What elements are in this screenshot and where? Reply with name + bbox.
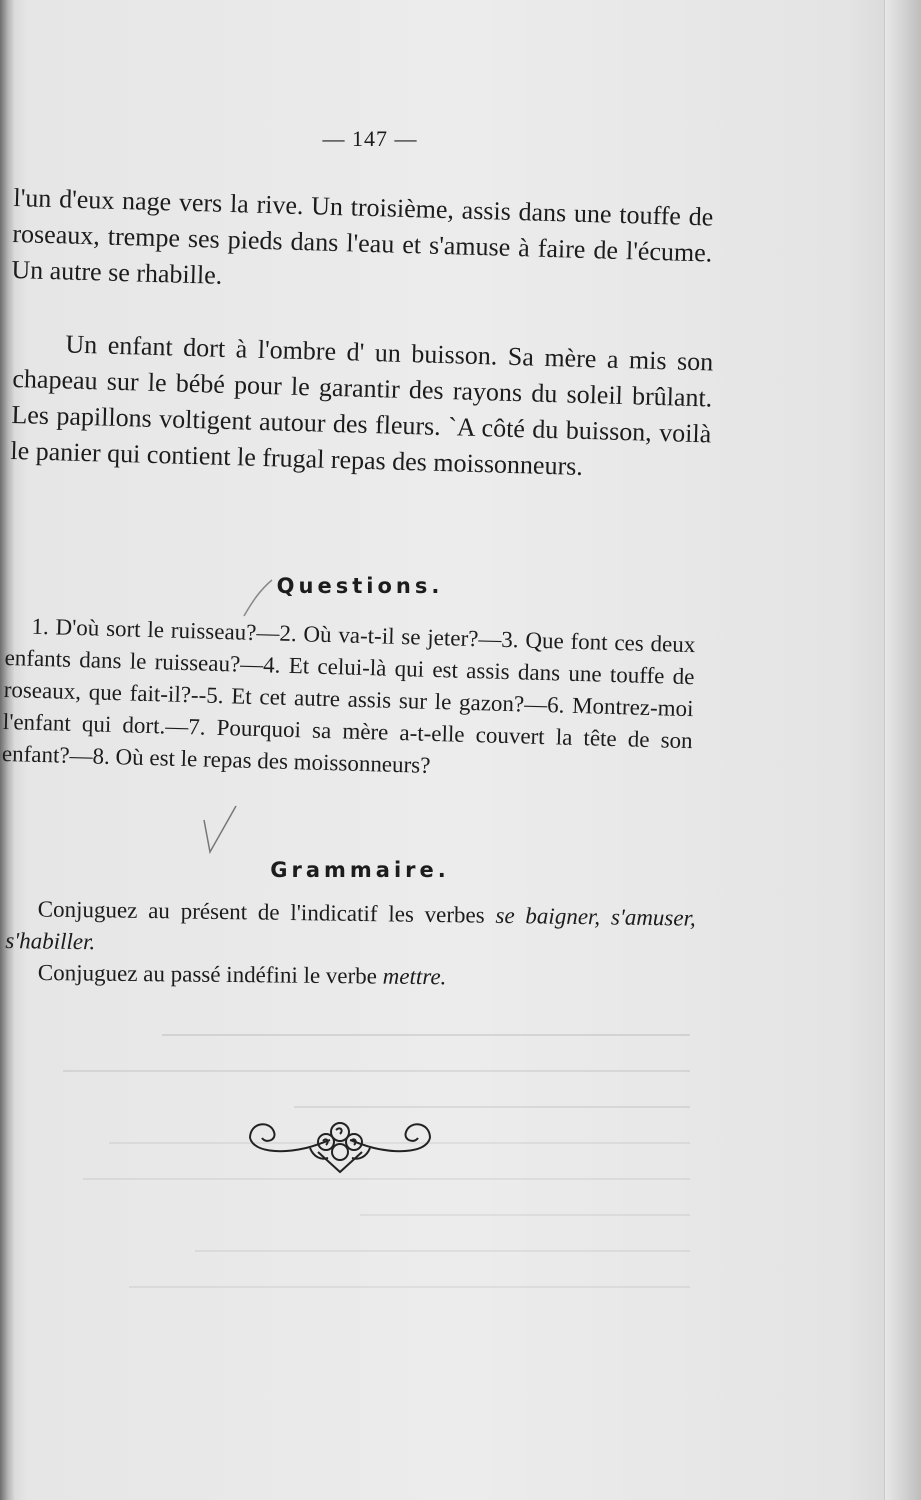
grammar-exercise-1-verbs: se baigner, s'amuser, s'habiller. bbox=[5, 902, 696, 955]
grammar-exercise-2 bbox=[38, 957, 698, 996]
grammaire-heading: Grammaire. bbox=[270, 858, 450, 882]
page-right-edge bbox=[884, 0, 921, 1500]
floral-ornament-icon bbox=[240, 1108, 440, 1178]
grammar-exercise-1-text: Conjuguez au présent de l'indicatif les verbes bbox=[37, 896, 485, 928]
page-number: — 147 — bbox=[322, 126, 418, 151]
pencil-checkmark-icon bbox=[196, 800, 246, 860]
paragraph-2: Un enfant dort à l'ombre d' un buisson. Sa mère a mis son chapeau sur le bébé pour le garantir des rayons du soleil brûlant. Les papillons voltigent autour des fleurs. `A côté du buisson, voilà le panier qui contient le frugal repas des moissonneurs. bbox=[10, 329, 714, 481]
grammar-exercise-2-text: Conjuguez au passé indéfini le verbe bbox=[37, 959, 378, 989]
grammar-exercise-2-verb: mettre. bbox=[382, 963, 447, 990]
questions-heading: Questions. bbox=[276, 574, 444, 598]
paragraph-1: l'un d'eux nage vers la rive. Un troisième, assis dans une touffe de roseaux, trempe ses pieds dans l'eau et s'amuse à faire de l'écume. Un autre se rhabille. bbox=[11, 182, 714, 290]
questions-body: 1. D'où sort le ruisseau?—2. Où va-t-il se jeter?—3. Que font ces deux enfants dans le ruisseau?—4. Et celui-là qui est assis dans une touffe de roseaux, que fait-il?--5. Et cet autre assis sur le gazon?—6. Montrez-moi l'enfant qui dort.—7. Pourquoi sa mère a-t-elle couvert la tête de son enfant?—8. Où est le repas des moissonneurs? bbox=[1, 613, 696, 778]
grammar-exercise-1 bbox=[5, 893, 696, 967]
